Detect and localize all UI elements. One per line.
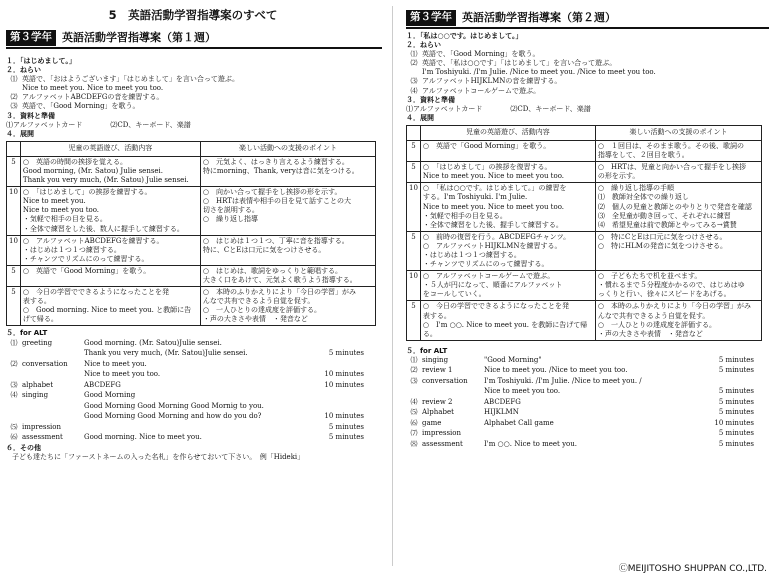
support-line: ○ 繰り返し指導: [202, 215, 259, 224]
support-cell: [595, 140, 761, 161]
activity-line: ・気軽で相手の目を見る。: [22, 215, 107, 224]
alt-minutes: 10 minutes: [714, 418, 754, 427]
table-header-activities: 児童の英語遊び、活動内容: [420, 125, 595, 140]
alt-expression: Thank you very much, (Mr. Satou)Julie sensei.: [84, 349, 248, 358]
activity-line: 表する。: [422, 311, 451, 320]
alt-schedule: [6, 339, 386, 444]
row-minutes: 10: [7, 235, 21, 265]
alt-number: ⑸: [410, 408, 418, 417]
alt-activity: [22, 349, 84, 360]
page-heading: 5 英語活動学習指導案のすべて: [108, 8, 278, 22]
material-text: アルファベットカード: [413, 104, 483, 113]
alt-minutes: 5 minutes: [718, 397, 754, 406]
activity-line: ・５人が円になって、順番にアルファベット: [422, 281, 563, 290]
lesson-plan-table: [6, 141, 376, 327]
alt-activity: assessment: [422, 439, 463, 448]
plan-row: [7, 265, 376, 286]
alt-expression: Alphabet Call game: [484, 418, 554, 427]
support-line: ・慣れるまで５分程度かかるので、はじめはゆ: [597, 281, 745, 290]
activity-line: ○ アルファベットHIJKLMNを練習する。: [422, 241, 562, 250]
material-number: ⑴: [406, 104, 413, 113]
alt-activity: greeting: [22, 338, 53, 347]
alt-number: [6, 412, 22, 423]
activity-line: Nice to meet you. Nice to meet you too.: [422, 172, 565, 181]
activity-cell: [420, 140, 595, 161]
alt-activity: [22, 370, 84, 381]
support-line: ○ HRTは表情や相手の目を見て話すことの大: [202, 197, 351, 206]
alt-minutes: 5 minutes: [328, 349, 364, 358]
aim-number: ⑶: [410, 77, 418, 86]
support-cell: [595, 271, 761, 301]
alt-expression: Good morning. (Mr. Satou)Julie sensei.: [84, 338, 222, 347]
alt-activity: [22, 412, 84, 423]
aim-text: [422, 77, 561, 86]
plan-row: [407, 183, 762, 231]
activity-line: ○ 英語で「Good Morning」を歌う。: [22, 266, 151, 275]
aim-item: [406, 77, 773, 86]
lesson-title-bar: [6, 29, 382, 49]
plan-row: [407, 162, 762, 183]
row-minutes: 5: [407, 140, 421, 161]
material-item: [406, 105, 482, 114]
table-header-support: 楽しい活動への支援のポイント: [200, 141, 375, 156]
activity-line: 表する。: [22, 297, 51, 306]
activity-cell: [20, 156, 200, 186]
grade-badge: 第３学年: [406, 10, 456, 26]
support-line: ○ HRTは、児童と向かい合って握手をし挨拶: [597, 163, 746, 172]
alt-number: ⑻: [410, 439, 418, 448]
material-item: [110, 121, 190, 130]
aim-line: I'm Toshiyuki. /I'm Julie. /Nice to meet you. /Nice to meet you too.: [422, 68, 656, 77]
activity-cell: [20, 287, 200, 326]
grade-badge: 第３学年: [6, 30, 56, 46]
section-5: ５．for ALT: [406, 346, 448, 355]
activity-cell: [420, 271, 595, 301]
copyright: ⒸMEIJITOSHO SHUPPAN CO.,LTD.: [618, 564, 767, 575]
alt-number: ⑹: [10, 433, 18, 442]
support-cell: [595, 301, 761, 340]
alt-minutes: 5 minutes: [328, 433, 364, 442]
support-line: ⑵ 個人の児童と教師とのやりとりで発音を確認: [597, 202, 752, 211]
alt-minutes: [674, 377, 754, 388]
alt-activity: conversation: [22, 359, 68, 368]
alt-expression: Good Morning Good Morning and how do you do?: [84, 412, 262, 421]
material-item: [6, 121, 82, 130]
page-divider: [392, 6, 393, 566]
alt-expression: [484, 429, 674, 440]
plan-row: [407, 231, 762, 270]
support-cell: [200, 265, 375, 286]
alt-expression: HIJKLMN: [484, 408, 519, 417]
support-cell: [595, 231, 761, 270]
alt-expression: I'm Toshiyuki. /I'm Julie. /Nice to meet you. /: [484, 376, 642, 385]
alt-number: ⑵: [10, 359, 18, 368]
activity-cell: [20, 235, 200, 265]
right-page: [400, 0, 773, 580]
plan-row: [407, 271, 762, 301]
alt-activity: impression: [422, 429, 461, 438]
activity-line: ・チャンツでリズムにのって練習する。: [22, 254, 149, 263]
row-minutes: 10: [7, 187, 21, 235]
alt-activity: alphabet: [22, 380, 54, 389]
row-minutes: 10: [407, 271, 421, 301]
row-minutes: 5: [7, 265, 21, 286]
aim-line: 英語で、「私は○○です」「はじめまして」を言い合って遊ぶ。: [422, 59, 617, 68]
alt-minutes: 5 minutes: [718, 408, 754, 417]
activity-cell: [20, 265, 200, 286]
activity-line: ・チャンツでリズムにのって練習する。: [422, 260, 549, 269]
aim-line: アルファベットABCDEFGの音を練習する。: [22, 93, 164, 102]
alt-expression: Nice to meet you. /Nice to meet you too.: [484, 366, 628, 375]
activity-line: ○ 今日の学習でできるようになったことを発: [422, 302, 570, 311]
support-cell: [200, 187, 375, 235]
lesson-plan-table: [406, 125, 762, 341]
aim-line: アルファベットHIJKLMNの音を練習する。: [422, 77, 562, 86]
alt-minutes: [294, 339, 364, 350]
aim-number: ⑶: [10, 102, 18, 111]
activity-cell: [420, 162, 595, 183]
section-2: ２．ねらい: [406, 41, 441, 50]
row-minutes: 10: [407, 183, 421, 231]
activity-line: ・全体で練習をした後、握手して練習する。: [422, 220, 563, 229]
alt-minutes: 5 minutes: [718, 429, 754, 438]
activity-line: ○ 英語の時間の挨拶を覚える。: [22, 157, 128, 166]
row-minutes: 5: [7, 156, 21, 186]
alt-number: [6, 349, 22, 360]
alt-minutes: 5 minutes: [718, 439, 754, 448]
plan-row: [7, 187, 376, 235]
alt-minutes: 5 minutes: [718, 366, 754, 375]
alt-activity: Alphabet: [422, 408, 454, 417]
activity-line: Thank you very much, (Mr. Satou) Julie sensei.: [22, 176, 189, 185]
alt-expression: ABCDEFG: [84, 380, 121, 389]
section-1: １．「私は○○です。はじめまして。」: [406, 32, 523, 40]
lesson-title: 英語活動学習指導案（第１週）: [62, 30, 216, 44]
activity-line: ○ 前時の復習を行う。ABCDEFGチャンツ。: [422, 232, 571, 241]
row-minutes: 5: [407, 162, 421, 183]
alt-expression: ABCDEFG: [484, 397, 521, 406]
support-line: ○ はじめは１つ１つ、丁寧に音を指導する。: [202, 236, 349, 245]
row-minutes: 5: [407, 231, 421, 270]
support-line: ○ 一人ひとりの達成度を評価する。: [597, 320, 717, 329]
plan-row: [407, 301, 762, 340]
activity-line: Nice to meet you too.: [22, 206, 100, 215]
activity-line: ○ I'm ○○. Nice to meet you. を教師に告げて帰: [422, 320, 588, 329]
activity-line: げて帰る。: [22, 315, 58, 324]
activity-line: ○ 「はじめまして」の挨拶を復習する。: [422, 163, 552, 172]
alt-minutes: 5 minutes: [328, 422, 364, 431]
support-line: ○ 繰り返し指導の手順: [597, 184, 675, 193]
alt-minutes: 10 minutes: [324, 370, 364, 379]
alt-expression: "Good Morning": [484, 355, 542, 364]
aims-list: [0, 75, 386, 111]
aim-number: ⑷: [410, 86, 418, 95]
aim-line: アルファベットコールゲームで遊ぶ。: [422, 86, 541, 95]
support-line: ○ 元気よく、はっきり言えるよう練習する。: [202, 157, 349, 166]
alt-activity: assessment: [22, 433, 63, 442]
activity-line: ○ アルファベットABCDEFGを練習する。: [22, 236, 164, 245]
alt-minutes: 10 minutes: [324, 380, 364, 389]
alt-expression: Good Morning Good Morning Good Mornig to you.: [84, 401, 264, 410]
alt-number: ⑴: [10, 338, 18, 347]
alt-expression: Nice to meet you too.: [484, 387, 561, 396]
activity-cell: [420, 231, 595, 270]
section-6: ６．その他: [6, 443, 41, 452]
support-cell: [595, 183, 761, 231]
alt-expression: Nice to meet you.: [84, 359, 147, 368]
alt-number: [6, 370, 22, 381]
alt-activity: game: [422, 418, 442, 427]
aim-item: [406, 50, 773, 59]
support-line: ○ 向かい合って握手をし挨拶の形を示す。: [202, 188, 342, 197]
alt-number: ⑵: [410, 366, 418, 375]
aim-text: [422, 59, 656, 77]
alt-minutes: [294, 402, 364, 413]
activity-cell: [420, 183, 595, 231]
material-number: ⑴: [6, 120, 13, 129]
activity-line: Nice to meet you. Nice to meet you too.: [422, 202, 565, 211]
alt-expression: Good morning. Nice to meet you.: [84, 433, 202, 442]
activity-line: Good morning, (Mr. Satou) Julie sensei.: [22, 166, 164, 175]
alt-number: ⑷: [10, 391, 18, 400]
alt-expression: [84, 423, 294, 434]
materials-list: [406, 105, 773, 114]
row-minutes: 5: [7, 287, 21, 326]
alt-minutes: [294, 391, 364, 402]
aim-line: 英語で、「Good Morning」を歌う。: [22, 102, 140, 111]
support-line: ・声の大きさや表情 ・発音など: [202, 315, 308, 324]
row-minutes: 5: [407, 301, 421, 340]
aim-line: 英語で、「おはようございます」「はじめまして」を言い合って遊ぶ。: [22, 75, 239, 84]
aim-line: Nice to meet you. Nice to meet you too.: [22, 84, 164, 93]
alt-activity: conversation: [422, 376, 468, 385]
activity-line: ○ 「私は○○です。はじめまして。」の練習を: [422, 184, 567, 193]
support-line: ⑶ 全児童が動き回って、それぞれに練習: [597, 211, 731, 220]
material-text: CD、キーボード、楽譜: [517, 104, 591, 113]
activity-line: ○ 英語で「Good Morning」を歌う。: [422, 141, 551, 150]
activity-line: をコールしていく。: [422, 290, 486, 299]
support-line: 指導をして、２回目を歌う。: [597, 151, 689, 160]
section-2: ２．ねらい: [6, 66, 41, 75]
activity-cell: [420, 301, 595, 340]
alt-activity: review 1: [422, 366, 453, 375]
section-1: １．「はじめまして。」: [6, 57, 76, 65]
activity-line: ○ アルファベットコールゲームで遊ぶ。: [422, 272, 555, 281]
support-line: 切さを説明する。: [202, 206, 259, 215]
left-page: [0, 0, 386, 580]
support-cell: [200, 235, 375, 265]
plan-row: [7, 287, 376, 326]
alt-number: [406, 387, 422, 398]
alt-activity: [422, 387, 484, 398]
aim-line: 英語で、「Good Morning」を歌う。: [422, 50, 540, 59]
aim-text: [422, 87, 540, 96]
material-item: [510, 105, 590, 114]
table-header-support: 楽しい活動への支援のポイント: [595, 125, 761, 140]
other-note: 子ども達たちに「ファーストネームの入った名札」を作らせておいて下さい。 例「Hideki」: [12, 452, 305, 461]
activity-line: ・はじめは１つ１つ練習する。: [422, 250, 521, 259]
alt-number: ⑹: [410, 418, 418, 427]
materials-list: [6, 121, 386, 130]
material-number: ⑵: [110, 120, 118, 129]
activity-line: ○ 「はじめまして」の挨拶を練習する。: [22, 188, 152, 197]
support-line: ○ 本時のふりかえりにより「今日の学習」がみ: [202, 288, 357, 297]
plan-row: [7, 235, 376, 265]
table-header-activities: 児童の英語遊び、活動内容: [20, 141, 200, 156]
support-cell: [200, 156, 375, 186]
section-3: ３．資料と準備: [406, 95, 455, 104]
support-line: ○ 一人ひとりの達成度を評価する。: [202, 306, 322, 315]
alt-expression: Nice to meet you too.: [84, 370, 161, 379]
alt-expression: Good Morning: [84, 391, 136, 400]
alt-expression: I'm ○○. Nice to meet you.: [484, 439, 577, 448]
support-line: んなで共有できるよう自覚を促す。: [202, 297, 315, 306]
aim-item: [406, 59, 773, 77]
aim-item: [6, 75, 386, 93]
aims-list: [400, 50, 773, 95]
aim-text: [22, 75, 239, 93]
alt-minutes: 5 minutes: [718, 387, 754, 396]
activity-line: ○ Good morning. Nice to meet you. と教師に告: [22, 306, 192, 315]
alt-activity: singing: [22, 391, 49, 400]
aim-number: ⑵: [10, 93, 18, 102]
support-line: ○ 子どもたちで机を並べます。: [597, 272, 702, 281]
alt-minutes: 5 minutes: [718, 355, 754, 364]
aim-text: [422, 50, 540, 59]
lesson-title-bar: [406, 9, 769, 29]
activity-line: ○ 今日の学習でできるようになったことを発: [22, 288, 170, 297]
material-number: ⑵: [510, 104, 518, 113]
aim-number: ⑵: [410, 59, 418, 68]
alt-number: ⑶: [410, 376, 418, 385]
support-line: 特に、CとEは口元に気をつけさせる。: [202, 245, 326, 254]
alt-number: ⑷: [410, 397, 418, 406]
material-text: CD、キーボード、楽譜: [117, 120, 191, 129]
support-line: 大きく口をあけて、元気よく歌うよう指導する。: [202, 275, 357, 284]
aim-item: [6, 102, 386, 111]
support-line: んなで共有できるよう自覚を促す。: [597, 311, 710, 320]
support-line: ⑴ 教師対全体での繰り返し: [597, 193, 689, 202]
alt-schedule: [406, 356, 773, 451]
lesson-title: 英語活動学習指導案（第２週）: [462, 10, 616, 24]
alt-number: ⑸: [10, 422, 18, 431]
section-4: ４．展開: [406, 113, 434, 122]
alt-activity: [22, 402, 84, 413]
activity-line: ・気軽で相手の目を見る。: [422, 211, 507, 220]
support-cell: [200, 287, 375, 326]
section-3: ３．資料と準備: [6, 111, 55, 120]
alt-activity: singing: [422, 355, 449, 364]
material-text: アルファベットカード: [13, 120, 83, 129]
activity-line: ・全体で練習をした後、数人に握手して練習する。: [22, 224, 184, 233]
support-line: ○ 特にHLMの発音に気をつけさせる。: [597, 241, 727, 250]
plan-row: [407, 140, 762, 161]
section-5: ５．for ALT: [6, 329, 48, 338]
support-line: ○ １回目は、そのまま歌う。その後、歌詞の: [597, 141, 745, 150]
aim-item: [406, 87, 773, 96]
support-line: ○ はじめは、歌詞をゆっくりと範唱する。: [202, 266, 342, 275]
alt-activity: impression: [22, 422, 61, 431]
support-line: 特にmorning、Thank, veryは音に気をつける。: [202, 166, 359, 175]
alt-number: ⑺: [410, 429, 418, 438]
support-cell: [595, 162, 761, 183]
support-line: の形を示す。: [597, 172, 640, 181]
alt-number: ⑴: [410, 355, 418, 364]
aim-number: ⑴: [10, 75, 18, 84]
support-line: ⑷ 希望児童は前で教師とやってみる→賞賛: [597, 220, 737, 229]
support-line: ○ 本時のふりかえりにより「今日の学習」がみ: [597, 302, 752, 311]
alt-minutes: [294, 360, 364, 371]
alt-number: [6, 402, 22, 413]
support-line: っくりと行い、徐々にスピードをあげる。: [597, 290, 731, 299]
alt-activity: review 2: [422, 397, 453, 406]
support-line: ・声の大きさや表情 ・発音など: [597, 329, 703, 338]
activity-line: Nice to meet you.: [22, 197, 86, 206]
alt-number: ⑶: [10, 380, 18, 389]
alt-minutes: 10 minutes: [324, 412, 364, 421]
aim-text: [22, 102, 140, 111]
plan-row: [7, 156, 376, 186]
support-line: ○ 特にCとEは口元に気をつけさせる。: [597, 232, 727, 241]
activity-cell: [20, 187, 200, 235]
activity-line: ・はじめは１つ１つ練習する。: [22, 245, 121, 254]
activity-line: る。: [422, 329, 437, 338]
activity-line: する。I'm Toshiyuki. I'm Julie.: [422, 193, 528, 202]
aim-number: ⑴: [410, 50, 418, 59]
section-4: ４．展開: [6, 129, 34, 138]
